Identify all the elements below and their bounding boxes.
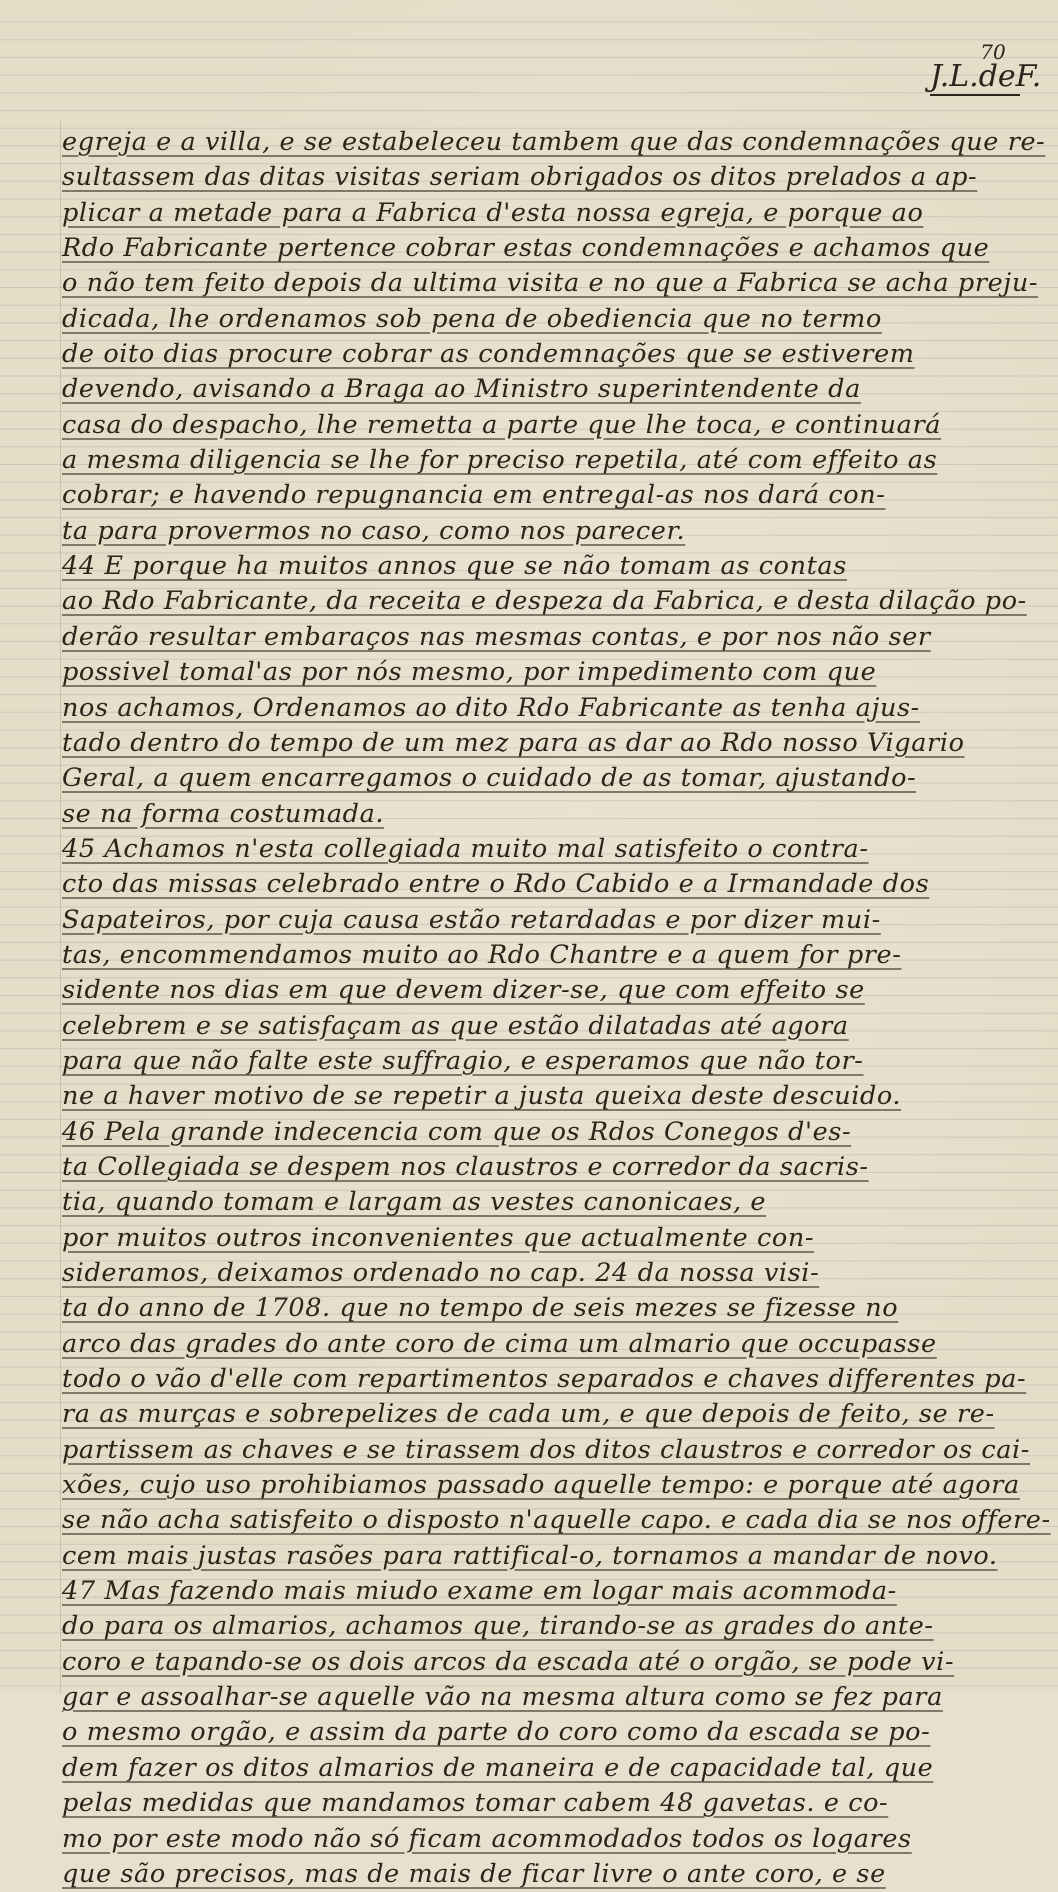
page-number-annotation bbox=[930, 40, 1042, 96]
text-line: ra as murças e sobrepelizes de cada um, e que depois de feito, se re- bbox=[62, 1399, 995, 1430]
text-line: que são precisos, mas de mais de ficar livre o ante coro, e se bbox=[62, 1858, 886, 1889]
text-line: o não tem feito depois da ultima visita e no que a Fabrica se acha preju- bbox=[62, 268, 1039, 299]
text-line: 46 Pela grande indecencia com que os Rdos Conegos d'es- bbox=[62, 1116, 852, 1147]
text-line: 45 Achamos n'esta collegiada muito mal satisfeito o contra- bbox=[62, 833, 869, 864]
initials: J.L.deF. bbox=[930, 59, 1042, 94]
text-line: o mesmo orgão, e assim da parte do coro como da escada se po- bbox=[62, 1717, 931, 1748]
text-line: tado dentro do tempo de um mez para as dar ao Rdo nosso Vigario bbox=[62, 727, 965, 758]
text-line: todo o vão d'elle com repartimentos separados e chaves differentes pa- bbox=[62, 1364, 1027, 1395]
text-line: de oito dias procure cobrar as condemnações que se estiverem bbox=[62, 339, 915, 370]
text-line: ta do anno de 1708. que no tempo de seis mezes se fizesse no bbox=[62, 1293, 899, 1324]
text-line: ta Collegiada se despem nos claustros e corredor da sacris- bbox=[62, 1151, 869, 1182]
text-line: dem fazer os ditos almarios de maneira e de capacidade tal, que bbox=[62, 1752, 934, 1783]
text-line: do para os almarios, achamos que, tirando-se as grades do ante- bbox=[62, 1611, 934, 1642]
text-line: sultassem das ditas visitas seriam obrigados os ditos prelados a ap- bbox=[62, 162, 978, 193]
text-line: celebrem e se satisfaçam as que estão dilatadas até agora bbox=[62, 1010, 849, 1041]
text-line: dicada, lhe ordenamos sob pena de obediencia que no termo bbox=[62, 303, 882, 334]
text-line: partissem as chaves e se tirassem dos ditos claustros e corredor os cai- bbox=[62, 1434, 1031, 1465]
handwritten-text-block bbox=[62, 125, 1051, 1892]
text-line: sideramos, deixamos ordenado no cap. 24 da nossa visi- bbox=[62, 1258, 820, 1288]
text-line: se na forma costumada. bbox=[62, 798, 385, 829]
text-line: 44 E porque ha muitos annos que se não tomam as contas bbox=[62, 551, 847, 582]
text-line: derão resultar embaraços nas mesmas contas, e por nos não ser bbox=[62, 621, 931, 652]
text-line: sidente nos dias em que devem dizer-se, que com effeito se bbox=[62, 975, 865, 1006]
text-line: cto das missas celebrado entre o Rdo Cabido e a Irmandade dos bbox=[62, 869, 930, 900]
text-line: ao Rdo Fabricante, da receita e despeza da Fabrica, e desta dilação po- bbox=[62, 586, 1027, 617]
text-line: ta para provermos no caso, como nos parecer. bbox=[62, 515, 686, 546]
text-line: tas, encommendamos muito ao Rdo Chantre e a quem for pre- bbox=[62, 939, 902, 970]
text-line: tia, quando tomam e largam as vestes canonicaes, e bbox=[62, 1187, 767, 1218]
text-line: mo por este modo não só ficam acommodados todos os logares bbox=[62, 1823, 912, 1854]
text-line: Rdo Fabricante pertence cobrar estas condemnações e achamos que bbox=[62, 233, 990, 264]
text-line: para que não falte este suffragio, e esperamos que não tor- bbox=[62, 1045, 864, 1076]
text-line: Sapateiros, por cuja causa estão retardadas e por dizer mui- bbox=[62, 904, 881, 935]
text-line: gar e assoalhar-se aquelle vão na mesma altura como se fez para bbox=[62, 1682, 943, 1713]
margin-line bbox=[60, 120, 61, 1694]
text-line: cem mais justas rasões para rattifical-o, tornamos a mandar de novo. bbox=[62, 1540, 998, 1571]
text-line: devendo, avisando a Braga ao Ministro superintendente da bbox=[62, 374, 861, 405]
text-line: cobrar; e havendo repugnancia em entregal-as nos dará con- bbox=[62, 480, 886, 511]
text-line: arco das grades do ante coro de cima um almario que occupasse bbox=[62, 1328, 937, 1359]
text-line: xões, cujo uso prohibiamos passado aquelle tempo: e porque até agora bbox=[62, 1470, 1020, 1501]
text-line: pelas medidas que mandamos tomar cabem 48 gavetas. e co- bbox=[62, 1788, 889, 1819]
text-line: se não acha satisfeito o disposto n'aquelle capo. e cada dia se nos offere- bbox=[62, 1505, 1051, 1536]
text-line: possivel tomal'as por nós mesmo, por impedimento com que bbox=[62, 657, 877, 688]
text-line: ne a haver motivo de se repetir a justa queixa deste descuido. bbox=[62, 1081, 902, 1112]
text-line: plicar a metade para a Fabrica d'esta nossa egreja, e porque ao bbox=[62, 197, 924, 228]
text-line: nos achamos, Ordenamos ao dito Rdo Fabricante as tenha ajus- bbox=[62, 692, 920, 723]
text-line: por muitos outros inconvenientes que actualmente con- bbox=[62, 1222, 815, 1253]
text-line: egreja e a villa, e se estabeleceu tambem que das condemnações que re- bbox=[62, 127, 1046, 157]
page-number: 70 bbox=[980, 40, 1006, 64]
text-line: a mesma diligencia se lhe for preciso repetila, até com effeito as bbox=[62, 445, 938, 476]
text-line: 47 Mas fazendo mais miudo exame em logar mais acommoda- bbox=[62, 1576, 897, 1607]
text-line: coro e tapando-se os dois arcos da escada até o orgão, se pode vi- bbox=[62, 1646, 955, 1677]
text-line: casa do despacho, lhe remetta a parte que lhe toca, e continuará bbox=[62, 409, 942, 440]
text-line: Geral, a quem encarregamos o cuidado de as tomar, ajustando- bbox=[62, 763, 917, 794]
